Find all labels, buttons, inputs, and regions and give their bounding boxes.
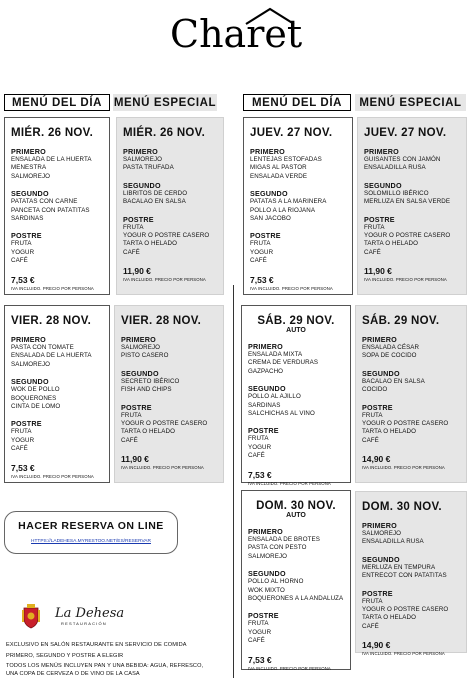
price-note: IVA INCLUIDO. PRECIO POR PERSONA [248,480,331,486]
menu-price: 11,90 € [123,266,151,277]
course-section [248,611,344,645]
course-section [11,147,103,181]
course-title: POSTRE [123,214,154,224]
course-section [364,147,460,173]
menu-price: 11,90 € [121,454,149,465]
dish-item: CAFÉ [11,445,28,453]
course-section [250,189,346,223]
day-date: JUEV. 27 NOV. [364,127,447,139]
course-title: PRIMERO [248,342,283,351]
dish-item: ENSALADA VERDE [250,172,308,180]
course-title: PRIMERO [11,335,46,344]
course-title: SEGUNDO [362,368,400,378]
dish-item: CAFÉ [248,637,265,645]
menu-price: 14,90 € [362,454,391,465]
course-title: POSTRE [362,402,393,412]
course-section [250,231,346,265]
dish-item: LENTEJAS ESTOFADAS [250,156,322,163]
course-title: POSTRE [364,214,395,224]
dish-item: CAFÉ [362,436,379,444]
course-title: SEGUNDO [250,189,288,199]
course-section [123,147,217,173]
menu-price: 11,90 € [364,266,392,277]
price-note: IVA INCLUIDO. PRECIO POR PERSONA [121,465,204,471]
dish-item: FRUTA [11,240,32,248]
course-section [123,215,217,258]
dish-item: FRUTA [11,428,32,436]
menu-price: 7,53 € [11,462,35,473]
course-title: SEGUNDO [11,189,49,199]
course-section [248,426,344,460]
dish-item: YOGUR O POSTRE CASERO [362,606,449,614]
dish-item: FRUTA [123,223,144,231]
dish-item: CINTA DE LOMO [11,403,61,411]
dish-item: GUISANTES CON JAMÓN [364,156,441,163]
day-subtitle: AUTO [286,512,306,519]
card-jue-esp [357,117,467,295]
course-section [248,342,344,376]
card-sab-esp [355,305,467,483]
dish-item: PATATAS CON CARNE [11,198,78,206]
course-section [362,403,460,446]
dish-item: CAFÉ [248,452,265,460]
dish-item: YOGUR O POSTRE CASERO [364,232,451,240]
dish-item: YOGUR [248,628,272,636]
menu-price: 7,53 € [248,654,272,665]
dish-item: TARTA O HELADO [364,240,419,248]
dish-item: ENSALADA DE BROTES [248,536,320,543]
footer-line-2: PRIMERO, SEGUNDO Y POSTRE A ELEGIR [6,653,124,659]
course-section [364,181,460,207]
dish-item: SARDINAS [11,215,44,223]
dish-item: YOGUR [250,248,274,256]
dish-item: MERLUZA EN SALSA VERDE [364,198,451,206]
course-title: SEGUNDO [248,384,286,394]
day-date: MIÉR. 26 NOV. [123,127,206,139]
header-menu-dia-left: MENÚ DEL DÍA [4,94,110,111]
dish-item: PASTA CON PESTO [248,544,307,552]
dish-item: WOK DE POLLO [11,386,60,394]
dish-item: WOK MIXTO [248,586,285,594]
dish-item: ENSALADILLA RUSA [364,164,426,172]
course-title: POSTRE [250,231,281,241]
header-menu-especial-right: MENÚ ESPECIAL [355,94,466,111]
dish-item: MERLUZA EN TEMPURA [362,563,436,571]
dish-item: BOQUERONES A LA ANDALUZA [248,595,344,603]
course-title: SEGUNDO [362,554,400,564]
day-date: DOM. 30 NOV. [362,501,442,513]
price-note: IVA INCLUIDO. PRECIO POR PERSONA [248,665,331,671]
dish-item: MIGAS AL PASTOR [250,164,307,172]
dish-item: CAFÉ [362,622,379,630]
course-title: PRIMERO [123,147,158,156]
course-section [121,335,217,361]
course-title: SEGUNDO [121,368,159,378]
course-section [362,369,460,395]
dish-item: PASTA CON TOMATE [11,344,74,351]
la-dehesa-logo [55,606,124,626]
day-subtitle: AUTO [286,327,306,334]
course-section [364,215,460,258]
course-section [121,403,217,446]
price-note: IVA INCLUIDO. PRECIO POR PERSONA [364,277,447,283]
dish-item: FRUTA [248,435,269,443]
dish-item: POLLO AL AJILLO [248,393,301,401]
dish-item: YOGUR [11,248,35,256]
course-section [11,377,103,411]
course-title: POSTRE [248,426,279,436]
dish-item: SALMOREJO [362,530,402,537]
dish-item: FRUTA [362,411,383,419]
dish-item: YOGUR [248,443,272,451]
day-date: SÁB. 29 NOV. [257,315,335,327]
course-section [11,189,103,223]
dish-item: SALCHICHAS AL VINO [248,410,315,418]
course-section [248,384,344,418]
day-date: SÁB. 29 NOV. [362,315,440,327]
dish-item: TARTA O HELADO [362,428,417,436]
course-section [121,369,217,395]
course-section [248,569,344,603]
brand-sub: RESTAURACIÓN [61,621,107,626]
course-title: PRIMERO [248,527,283,536]
dish-item: FISH AND CHIPS [121,386,172,394]
day-date: VIER. 28 NOV. [11,315,92,327]
course-section [362,589,460,632]
course-title: PRIMERO [121,335,156,344]
dish-item: SOPA DE COCIDO [362,352,417,360]
price-note: IVA INCLUIDO. PRECIO POR PERSONA [250,285,333,291]
day-date: VIER. 28 NOV. [121,315,202,327]
dish-item: COCIDO [362,386,388,394]
header-menu-dia-right: MENÚ DEL DÍA [243,94,351,111]
course-section [250,147,346,181]
course-title: POSTRE [362,588,393,598]
menu-price: 7,53 € [250,274,274,285]
footer-line-4: UNA COPA DE CERVEZA O DE VINO DE LA CASA [6,671,140,677]
brand-name: La Dehesa [55,606,125,621]
course-section [11,335,103,369]
dish-item: ENTRECOT CON PATATITAS [362,572,447,580]
course-section [362,555,460,581]
dish-item: SALMOREJO [248,552,288,560]
card-vie-esp [114,305,224,483]
price-note: IVA INCLUIDO. PRECIO POR PERSONA [362,465,445,471]
card-sab-dia [241,305,351,486]
dish-item: YOGUR O POSTRE CASERO [121,420,208,428]
dish-item: CAFÉ [121,436,138,444]
course-title: SEGUNDO [11,377,49,387]
dish-item: PATATAS A LA MARINERA [250,198,327,206]
dish-item: SOLOMILLO IBÉRICO [364,189,429,197]
course-title: POSTRE [11,419,42,429]
dish-item: ENSALADA DE LA HUERTA [11,352,92,360]
price-note: IVA INCLUIDO. PRECIO POR PERSONA [11,285,94,291]
dish-item: CAFÉ [250,257,267,265]
dish-item: FRUTA [362,597,383,605]
course-title: PRIMERO [364,147,399,156]
divider-line [233,285,234,678]
dish-item: TARTA O HELADO [362,614,417,622]
course-title: POSTRE [11,231,42,241]
course-section [11,419,103,453]
dish-item: FRUTA [121,411,142,419]
dish-item: ENSALADA CÉSAR [362,344,420,351]
dish-item: PANCETA CON PATATITAS [11,206,90,214]
dish-item: FRUTA [364,223,385,231]
reserva-box[interactable] [4,511,178,554]
course-section [248,527,344,561]
dish-item: PISTO CASERO [121,352,169,360]
menu-price: 7,53 € [11,274,35,285]
dish-item: POLLO AL HORNO [248,578,304,586]
dish-item: YOGUR O POSTRE CASERO [362,420,449,428]
dish-item: ENSALADA DE LA HUERTA [11,156,92,163]
course-title: SEGUNDO [364,180,402,190]
card-dom-esp [355,491,467,657]
dish-item: GAZPACHO [248,367,284,375]
day-date: MIÉR. 26 NOV. [11,127,94,139]
card-dom-dia [241,490,351,670]
course-section [362,521,460,547]
dish-item: BACALAO EN SALSA [362,377,425,385]
reserva-title: HACER RESERVA ON LINE [18,520,164,532]
dish-item: SALMOREJO [11,360,51,368]
footer-line-1: EXCLUSIVO EN SALÓN RESTAURANTE EN SERVICIO DE COMIDA [6,642,187,648]
footer-line-3: TODOS LOS MENÚS INCLUYEN PAN Y UNA BEBIDA: AGUA, REFRESCO, [6,663,204,669]
dish-item: ENSALADILLA RUSA [362,538,424,546]
menu-price: 7,53 € [248,469,272,480]
card-mie-esp [116,117,224,295]
dish-item: CAFÉ [364,248,381,256]
dish-item: FRUTA [250,240,271,248]
course-title: POSTRE [121,402,152,412]
dish-item: CREMA DE VERDURAS [248,359,319,367]
course-title: PRIMERO [250,147,285,156]
dish-item: BOQUERONES [11,394,57,402]
logo-text: Charet [170,12,303,56]
dish-item: SARDINAS [248,401,281,409]
price-note: IVA INCLUIDO. PRECIO POR PERSONA [11,473,94,479]
dish-item: SAN JACOBO [250,215,291,223]
card-vie-dia [4,305,110,483]
dish-item: BACALAO EN SALSA [123,198,186,206]
dish-item: SALMOREJO [121,344,161,351]
reserva-link[interactable]: HTTPS://LADEHESA.MYRESTOO.NET/ES/RESERVAR [31,539,151,544]
dish-item: YOGUR [11,436,35,444]
course-title: PRIMERO [362,521,397,530]
dish-item: SALMOREJO [11,172,51,180]
course-section [123,181,217,207]
card-mie-dia [4,117,110,295]
day-date: DOM. 30 NOV. [256,500,336,512]
dish-item: ENSALADA MIXTA [248,351,303,358]
course-title: PRIMERO [11,147,46,156]
dish-item: MENESTRA [11,164,47,172]
dish-item: SECRETO IBÉRICO [121,377,180,385]
dish-item: LIBRITOS DE CERDO [123,189,188,197]
course-title: POSTRE [248,611,279,621]
charet-logo [170,6,303,56]
course-section [11,231,103,265]
menu-price: 14,90 € [362,640,391,651]
dish-item: TARTA O HELADO [121,428,176,436]
dish-item: POLLO A LA RIOJANA [250,206,316,214]
dish-item: YOGUR O POSTRE CASERO [123,232,210,240]
course-title: PRIMERO [362,335,397,344]
dish-item: CAFÉ [11,257,28,265]
dish-item: TARTA O HELADO [123,240,178,248]
dish-item: PASTA TRUFADA [123,164,174,172]
day-date: JUEV. 27 NOV. [250,127,333,139]
price-note: IVA INCLUIDO. PRECIO POR PERSONA [123,277,206,283]
dish-item: SALMOREJO [123,156,163,163]
price-note: IVA INCLUIDO. PRECIO POR PERSONA [362,651,445,657]
dish-item: CAFÉ [123,248,140,256]
crest-icon [20,603,42,629]
course-section [362,335,460,361]
dish-item: FRUTA [248,620,269,628]
course-title: SEGUNDO [123,180,161,190]
header-menu-especial-left: MENÚ ESPECIAL [113,94,217,111]
course-title: SEGUNDO [248,569,286,579]
card-jue-dia [243,117,353,295]
